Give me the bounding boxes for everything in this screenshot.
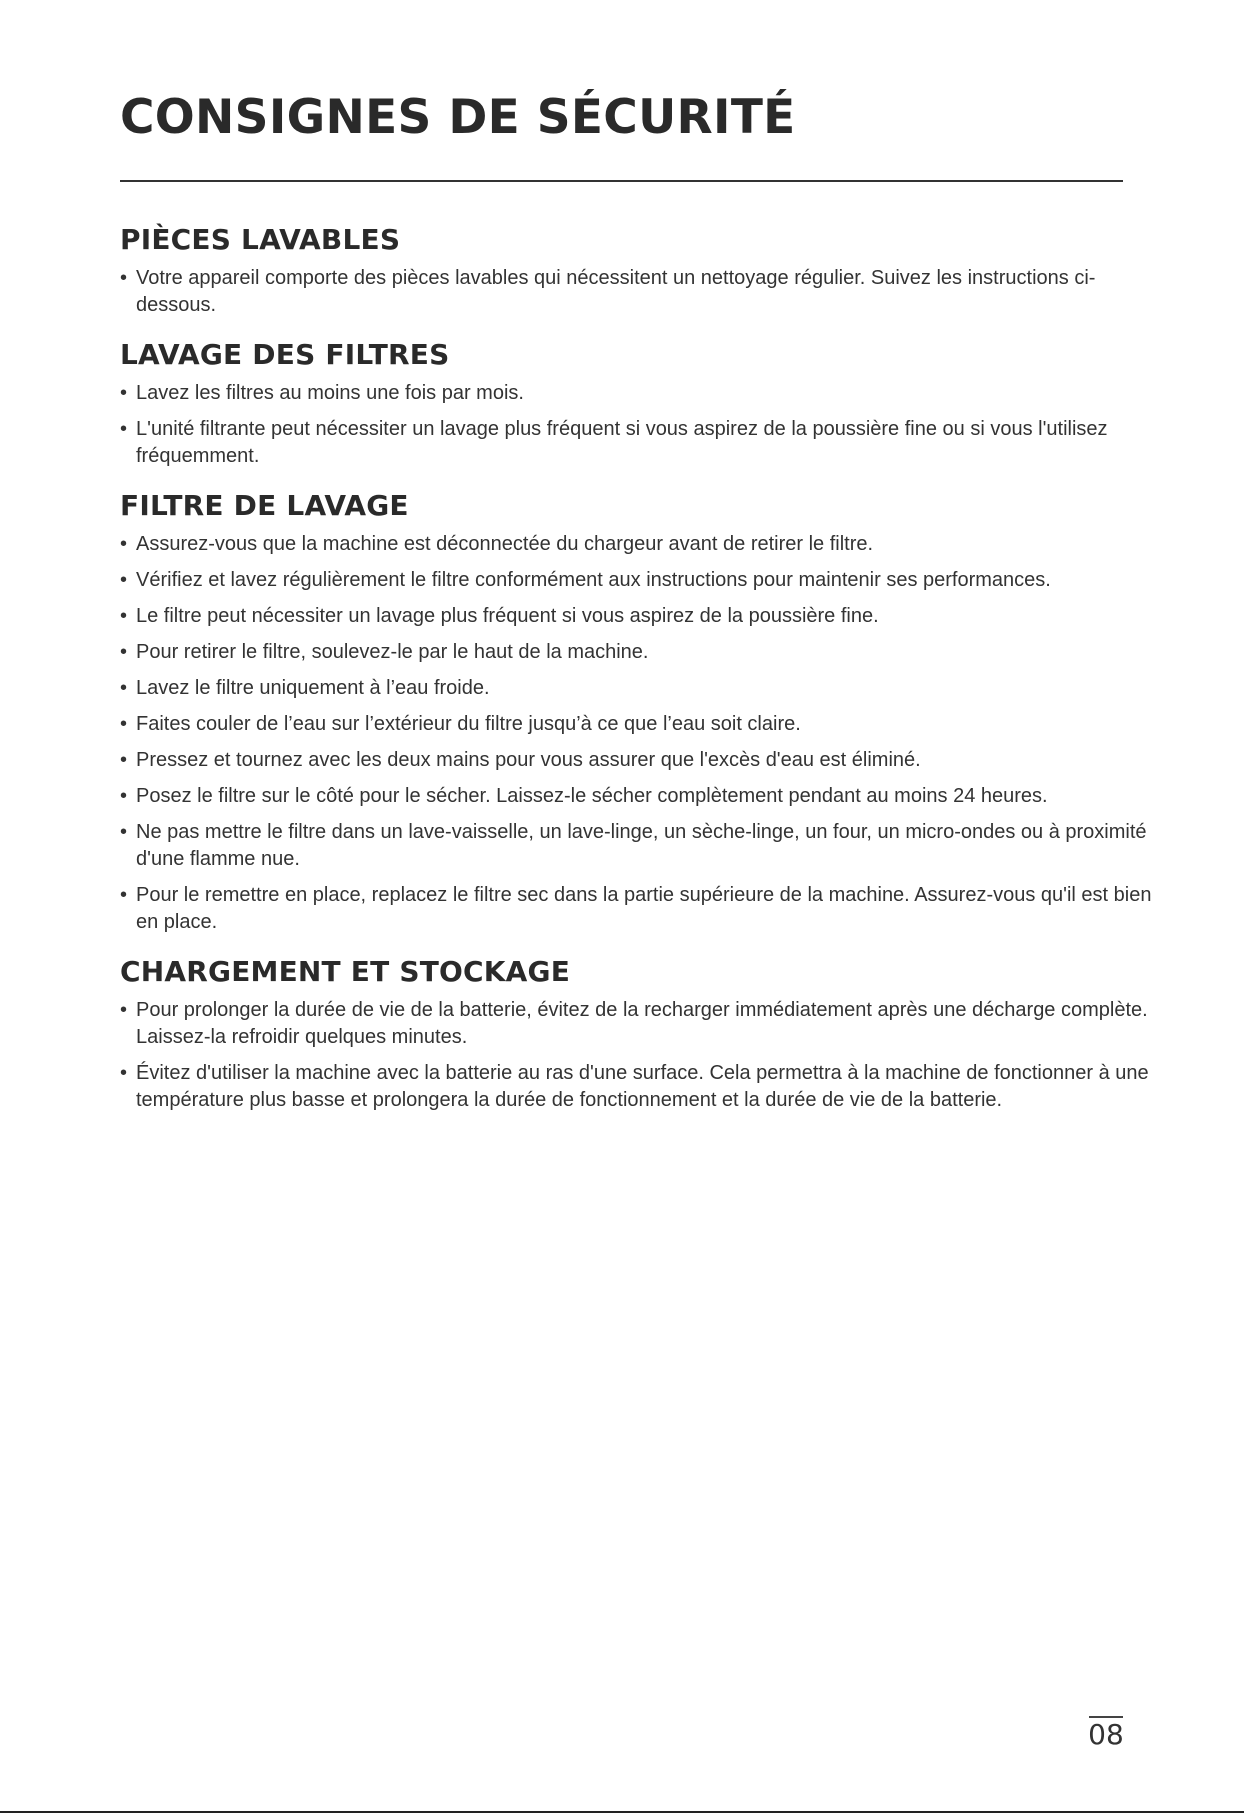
section-charging-storage: [120, 954, 1160, 1114]
bullet-icon: •: [120, 999, 128, 1021]
bullet-list: [120, 265, 1160, 319]
list-item-text: Faites couler de l’eau sur l’extérieur du filtre jusqu’à ce que l’eau soit claire.: [136, 713, 801, 735]
list-item: [120, 1060, 1160, 1114]
list-item-text: Votre appareil comporte des pièces lavables qui nécessitent un nettoyage régulier. Suivez les instructions ci-dessous.: [136, 267, 1096, 316]
bullet-icon: •: [120, 785, 128, 807]
bullet-list: [120, 997, 1160, 1114]
section-heading: LAVAGE DES FILTRES: [120, 338, 450, 371]
bullet-icon: •: [120, 382, 128, 404]
bullet-icon: •: [120, 569, 128, 591]
content-area: [120, 222, 1160, 1132]
list-item-text: Le filtre peut nécessiter un lavage plus fréquent si vous aspirez de la poussière fine.: [136, 605, 879, 627]
bullet-icon: •: [120, 533, 128, 555]
list-item: [120, 882, 1160, 936]
list-item: [120, 380, 1160, 407]
page-title: CONSIGNES DE SÉCURITÉ: [120, 90, 796, 145]
section-washable-parts: [120, 222, 1160, 319]
list-item-text: Posez le filtre sur le côté pour le sécher. Laissez-le sécher complètement pendant au moins 24 heures.: [136, 785, 1048, 807]
list-item: [120, 783, 1160, 810]
list-item: [120, 819, 1160, 873]
bullet-icon: •: [120, 821, 128, 843]
list-item-text: Pour prolonger la durée de vie de la batterie, évitez de la recharger immédiatement après une décharge complète. Laissez-la refroidir quelques minutes.: [136, 999, 1148, 1048]
page-number: 08: [1088, 1718, 1124, 1751]
section-heading: FILTRE DE LAVAGE: [120, 489, 409, 522]
list-item-text: Évitez d'utiliser la machine avec la batterie au ras d'une surface. Cela permettra à la machine de fonctionner à une température plus basse et prolongera la durée de fonctionnement et la durée de vie de la batterie.: [136, 1062, 1149, 1111]
list-item-text: Lavez le filtre uniquement à l’eau froide.: [136, 677, 490, 699]
bullet-icon: •: [120, 605, 128, 627]
bullet-icon: •: [120, 677, 128, 699]
list-item-text: L'unité filtrante peut nécessiter un lavage plus fréquent si vous aspirez de la poussière fine ou si vous l'utilisez fréquemment.: [136, 418, 1108, 467]
bullet-icon: •: [120, 267, 128, 289]
list-item: [120, 675, 1160, 702]
bullet-icon: •: [120, 1062, 128, 1084]
list-item-text: Lavez les filtres au moins une fois par mois.: [136, 382, 524, 404]
bottom-border: [0, 1811, 1244, 1813]
list-item: [120, 639, 1160, 666]
list-item-text: Pressez et tournez avec les deux mains pour vous assurer que l'excès d'eau est éliminé.: [136, 749, 921, 771]
section-heading: CHARGEMENT ET STOCKAGE: [120, 955, 571, 988]
list-item: [120, 603, 1160, 630]
bullet-list: [120, 380, 1160, 470]
list-item: [120, 265, 1160, 319]
list-item: [120, 997, 1160, 1051]
list-item-text: Pour le remettre en place, replacez le filtre sec dans la partie supérieure de la machine. Assurez-vous qu'il est bien en place.: [136, 884, 1152, 933]
list-item-text: Assurez-vous que la machine est déconnectée du chargeur avant de retirer le filtre.: [136, 533, 874, 555]
list-item-text: Vérifiez et lavez régulièrement le filtre conformément aux instructions pour maintenir ses performances.: [136, 569, 1051, 591]
bullet-icon: •: [120, 749, 128, 771]
page-number-block: [1088, 1716, 1124, 1749]
bullet-icon: •: [120, 713, 128, 735]
list-item: [120, 567, 1160, 594]
list-item-text: Ne pas mettre le filtre dans un lave-vaisselle, un lave-linge, un sèche-linge, un four, un micro-ondes ou à proximité d'une flamme nue.: [136, 821, 1147, 870]
title-divider: [120, 180, 1123, 182]
section-filter-washing: [120, 337, 1160, 470]
list-item: [120, 531, 1160, 558]
list-item: [120, 747, 1160, 774]
section-wash-filter: [120, 488, 1160, 936]
list-item: [120, 711, 1160, 738]
list-item: [120, 416, 1160, 470]
section-heading: PIÈCES LAVABLES: [120, 223, 401, 256]
bullet-list: [120, 531, 1160, 936]
bullet-icon: •: [120, 884, 128, 906]
bullet-icon: •: [120, 641, 128, 663]
list-item-text: Pour retirer le filtre, soulevez-le par le haut de la machine.: [136, 641, 649, 663]
bullet-icon: •: [120, 418, 128, 440]
